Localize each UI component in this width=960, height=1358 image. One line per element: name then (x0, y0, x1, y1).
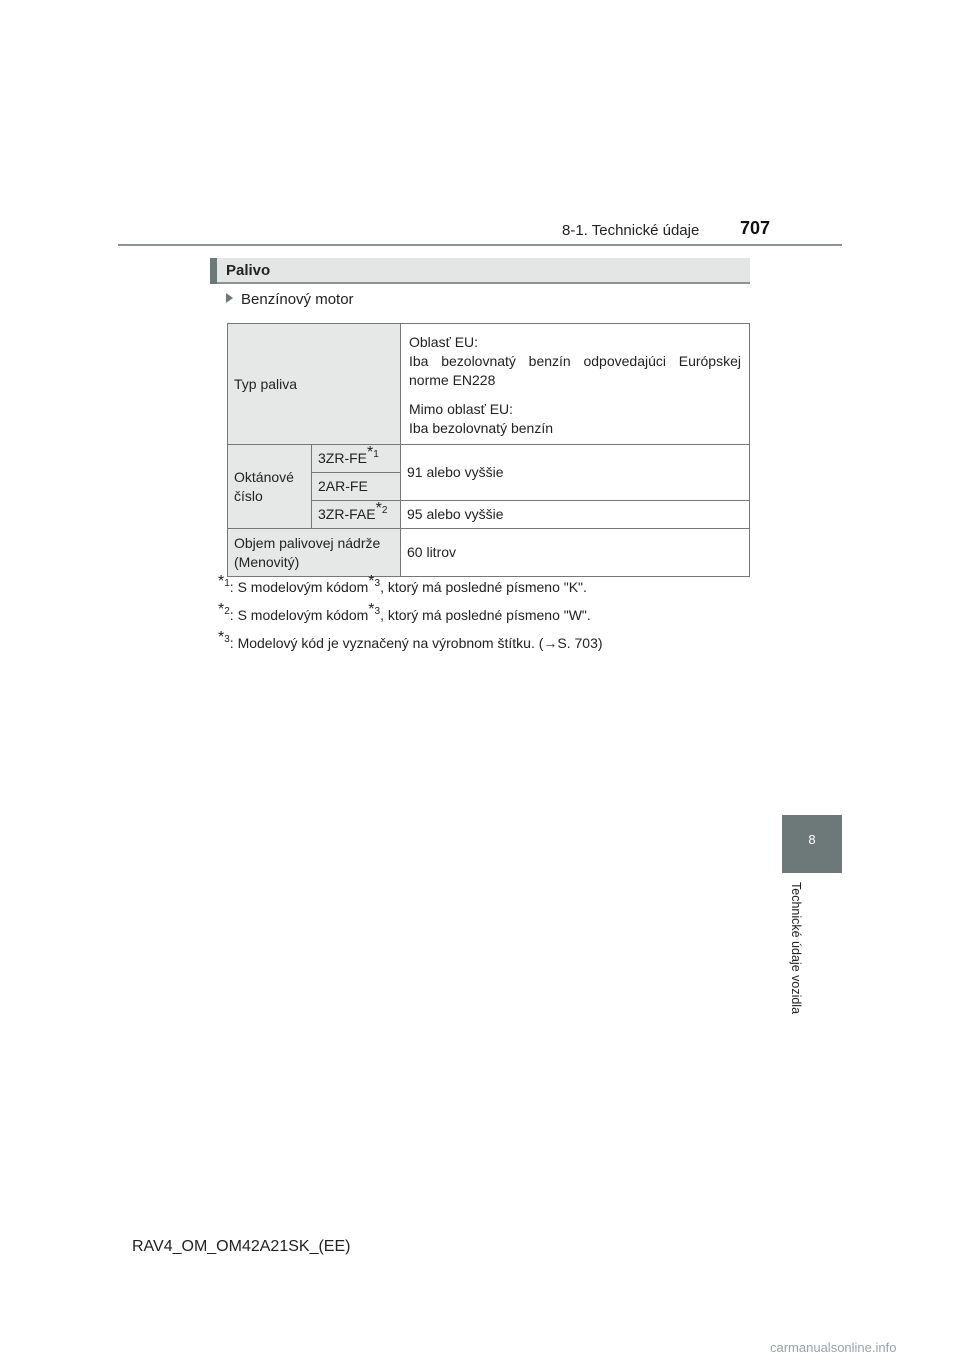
page-reference-link[interactable]: S. 703) (557, 635, 603, 651)
engine-3zr-fae (312, 501, 401, 529)
fuel-eu-block (409, 333, 741, 390)
footnote-star: * (218, 601, 225, 619)
engine-name: 2AR-FE (318, 478, 368, 494)
fuel-eu-heading: Oblasť EU: (409, 334, 479, 350)
footnote-text: : S modelovým kódom (229, 607, 369, 623)
footnote-text: , ktorý má posledné písmeno "K". (380, 579, 587, 595)
section-bar-accent (210, 258, 217, 284)
arrow-right-icon: → (543, 635, 558, 651)
engine-3zr-fe (312, 445, 401, 473)
footnote-1 (218, 573, 778, 596)
engine-name: 3ZR-FAE (318, 506, 376, 522)
document-code: RAV4_OM_OM42A21SK_(EE) (132, 1238, 351, 1255)
footnote-ref: 3 (374, 578, 381, 590)
footnote-text: , ktorý má posledné písmeno "W". (380, 607, 591, 623)
footnote-ref: 1 (224, 578, 230, 590)
footnote-star: * (218, 629, 225, 647)
footnote-star: * (368, 601, 375, 619)
table-row-fuel-type (228, 324, 750, 445)
header-section-title: 8-1. Technické údaje (562, 222, 700, 239)
footnote-2 (218, 601, 778, 624)
footnote-ref: 2 (224, 606, 230, 618)
page-number: 707 (740, 218, 771, 238)
footnote-ref: 3 (374, 606, 381, 618)
fuel-eu-text: Iba bezolovnatý benzín odpovedajúci Európskej norme EN228 (409, 353, 741, 388)
subheading-text: Benzínový motor (241, 291, 354, 308)
octane-value-95: 95 alebo vyššie (401, 501, 750, 529)
header-rule (118, 244, 842, 246)
fuel-noneu-block (409, 400, 741, 438)
engine-2ar-fe (312, 473, 401, 501)
chapter-number: 8 (808, 832, 816, 847)
triangle-bullet-icon (226, 293, 233, 303)
watermark: carmanualsonline.info (770, 1340, 897, 1355)
tank-value: 60 litrov (401, 529, 750, 577)
footnote-star: * (218, 573, 225, 591)
table-row-tank (228, 529, 750, 577)
footnote-ref: 1 (373, 449, 379, 461)
fuel-noneu-heading: Mimo oblasť EU: (409, 401, 514, 417)
fuel-type-label: Typ paliva (228, 324, 401, 445)
chapter-side-tab[interactable] (782, 815, 842, 873)
engine-name: 3ZR-FE (318, 450, 367, 466)
footnote-star: * (375, 500, 382, 518)
fuel-spec-table (227, 323, 750, 577)
section-title: Palivo (226, 262, 271, 279)
octane-value-91: 91 alebo vyššie (401, 445, 750, 501)
subheading (226, 291, 354, 308)
footnote-text: : Modelový kód je vyznačený na výrobnom štítku. ( (229, 635, 544, 651)
footnote-3 (218, 629, 778, 652)
section-title-bar (210, 258, 750, 284)
chapter-side-label (785, 882, 805, 1042)
table-row-octane-3zr-fe (228, 445, 750, 473)
footnote-ref: 3 (224, 634, 230, 646)
footnote-text: : S modelovým kódom (229, 579, 369, 595)
footnote-ref: 2 (381, 505, 388, 517)
tank-label: Objem palivovej nádrže (Menovitý) (228, 529, 401, 577)
footnote-star: * (368, 573, 375, 591)
octane-label: Oktánové číslo (228, 445, 312, 529)
footnote-star: * (367, 444, 374, 462)
footnotes (218, 573, 778, 662)
fuel-noneu-text: Iba bezolovnatý benzín (409, 420, 553, 436)
fuel-type-value (401, 324, 750, 445)
chapter-side-label-text: Technické údaje vozidla (789, 882, 803, 1015)
